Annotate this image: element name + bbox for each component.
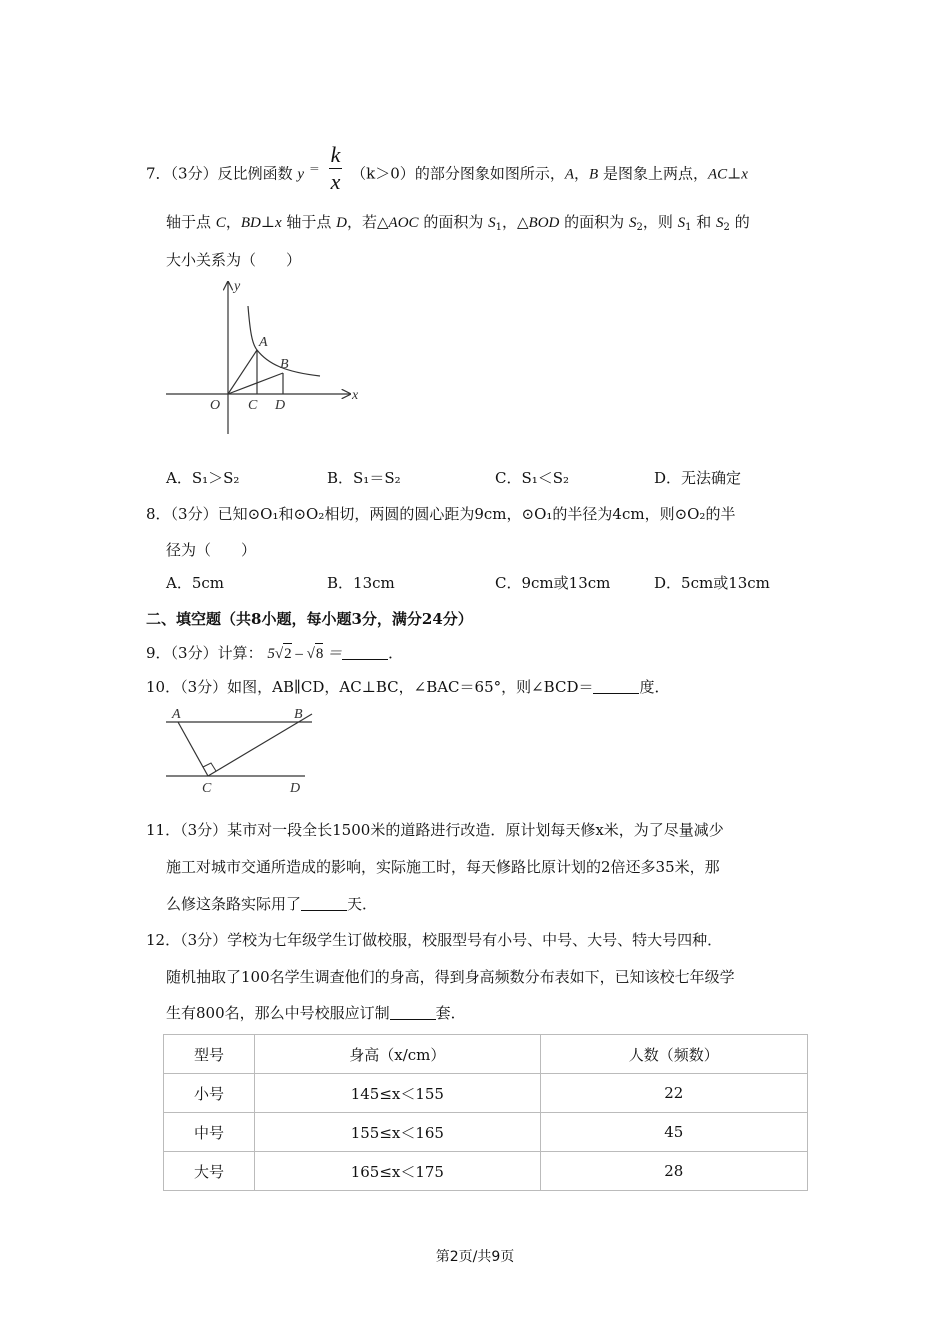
section-title: 二、填空题（共8小题，每小题3分，满分24分）: [146, 610, 473, 628]
q11-line2: 施工对城市交通所造成的影响，实际施工时，每天修路比原计划的2倍还多35米，那: [166, 858, 720, 876]
answer-blank[interactable]: [342, 645, 388, 660]
q11-line3: 么修这条路实际用了 天．: [166, 895, 378, 913]
q7-line2: 轴于点 C，BD⊥x 轴于点 D，若△AOC 的面积为 $S_1$，△BOD 的面积为 $S_2$，则 $S_1$ 和 $S_2$ 的: [166, 213, 750, 233]
answer-blank[interactable]: [301, 896, 347, 911]
segment-AC: [178, 722, 208, 776]
fraction-k-over-x: $\frac{k}{x}$: [330, 142, 341, 194]
segment-OB: [228, 373, 283, 394]
label-C: C: [202, 781, 212, 796]
q8-number: 8．: [146, 505, 171, 523]
label-O: O: [210, 398, 221, 413]
answer-blank[interactable]: [390, 1005, 436, 1020]
label-B: B: [280, 357, 289, 372]
label-D: D: [275, 398, 286, 413]
label-D: D: [290, 781, 301, 796]
label-B: B: [294, 707, 303, 722]
q7-option-a[interactable]: A．S₁＞S₂: [166, 469, 240, 487]
q7-option-c[interactable]: C．S₁＜S₂: [495, 469, 570, 487]
q10-figure: [160, 704, 320, 798]
q7-line3: 大小关系为（ ）: [166, 251, 302, 269]
q8-option-c[interactable]: C．9cm或13cm: [495, 574, 611, 592]
math-expression: 5√2 – √8 ＝: [267, 646, 342, 662]
q7-score: （3分）: [170, 164, 218, 183]
q8-line2: 径为（ ）: [166, 541, 257, 559]
frequency-table: [163, 1034, 808, 1191]
q12-line3: 生有800名，那么中号校服应订制 套．: [166, 1004, 466, 1022]
q8-option-d[interactable]: D．5cm或13cm: [654, 574, 770, 592]
q12-line2: 随机抽取了100名学生调查他们的身高，得到身高频数分布表如下，已知该校七年级学: [166, 968, 735, 986]
table-cell: 145≤x＜155: [255, 1074, 540, 1113]
table-cell: 大号: [164, 1152, 255, 1191]
label-A: A: [259, 335, 268, 350]
label-y: y: [234, 279, 241, 294]
q7-graph: [160, 276, 370, 442]
table-header: 身高（x/cm）: [255, 1035, 540, 1074]
table-header: 型号: [164, 1035, 255, 1074]
q7-option-d[interactable]: D．无法确定: [654, 469, 742, 487]
q12-line1: 12．（3分）学校为七年级学生订做校服，校服型号有小号、中号、大号、特大号四种．: [146, 931, 723, 949]
label-A: A: [172, 707, 181, 722]
q9-line: 9．（3分）计算： 5√2 – √8 ＝ ．: [146, 644, 404, 662]
q7-number: 7．: [146, 164, 171, 183]
segment-OA: [228, 350, 257, 394]
table-row: [164, 1074, 808, 1113]
table-cell: 22: [540, 1074, 807, 1113]
q8-option-b[interactable]: B．13cm: [327, 574, 395, 592]
table-header: 人数（频数）: [540, 1035, 807, 1074]
table-header-row: [164, 1035, 808, 1074]
table-cell: 165≤x＜175: [255, 1152, 540, 1191]
label-C: C: [248, 398, 258, 413]
label-x: x: [352, 388, 359, 403]
table-cell: 小号: [164, 1074, 255, 1113]
table-cell: 45: [540, 1113, 807, 1152]
page-footer: 第2页/共9页: [435, 1249, 515, 1265]
q7-option-b[interactable]: B．S₁＝S₂: [327, 469, 401, 487]
table-cell: 28: [540, 1152, 807, 1191]
q11-line1: 11．（3分）某市对一段全长1500米的道路进行改造．原计划每天修x米，为了尽量减少: [146, 821, 724, 839]
table-cell: 中号: [164, 1113, 255, 1152]
table-cell: 155≤x＜165: [255, 1113, 540, 1152]
table-row: [164, 1113, 808, 1152]
q7-line1: 7．（3分）反比例函数 y ＝ $\frac{k}{x}$ （k＞0）的部分图象如图所示，A，B 是图象上两点，AC⊥x: [146, 142, 748, 194]
q8-line1: 8．（3分）已知⊙O₁和⊙O₂相切，两圆的圆心距为9cm，⊙O₁的半径为4cm，则⊙O₂的半: [146, 505, 736, 523]
answer-blank[interactable]: [593, 679, 639, 694]
table-row: [164, 1152, 808, 1191]
q8-option-a[interactable]: A．5cm: [166, 574, 225, 592]
segment-BC: [208, 714, 312, 776]
q10-line: 10．（3分）如图，AB∥CD，AC⊥BC，∠BAC＝65°，则∠BCD＝ 度．: [146, 678, 670, 696]
